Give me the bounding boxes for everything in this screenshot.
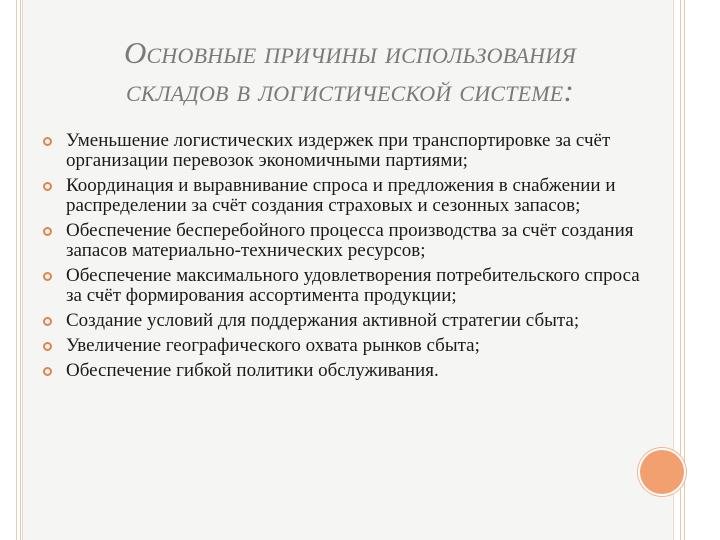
frame-line-left-inner: [20, 0, 21, 540]
circle-bullet-icon: [43, 342, 52, 351]
bullet-list: [40, 131, 645, 386]
bullet-text: Создание условий для поддержания активной стратегии сбыта;: [66, 310, 580, 331]
frame-line-left-outer: [16, 0, 17, 540]
circle-bullet-icon: [43, 272, 52, 281]
bullet-item: [40, 176, 645, 216]
bullet-text: Обеспечение максимального удовлетворения потребительского спроса за счёт формирования ассортимента продукции;: [66, 265, 640, 306]
bullet-item: [40, 311, 645, 331]
bullet-item: [40, 336, 645, 356]
bullet-text: Увеличение географического охвата рынков сбыта;: [66, 335, 480, 356]
frame-line-right-outer: [684, 0, 685, 540]
slide-title: [40, 34, 660, 110]
bullet-item: [40, 221, 645, 261]
circle-bullet-icon: [43, 367, 52, 376]
bullet-text: Обеспечение бесперебойного процесса производства за счёт создания запасов материально-технических ресурсов;: [66, 220, 634, 261]
decorative-circle: [640, 450, 684, 494]
bullet-text: Уменьшение логистических издержек при транспортировке за счёт организации перевозок экономичными партиями;: [66, 130, 611, 171]
slide-title-line-1: Основные причины использования: [123, 35, 577, 70]
bullet-item: [40, 131, 645, 171]
bullet-item: [40, 361, 645, 381]
bullet-text: Обеспечение гибкой политики обслуживания.: [66, 360, 439, 381]
bullet-text: Координация и выравнивание спроса и предложения в снабжении и распределении за счёт создания страховых и сезонных запасов;: [66, 175, 616, 216]
circle-bullet-icon: [43, 182, 52, 191]
circle-bullet-icon: [43, 137, 52, 146]
slide-title-line-2: складов в логистической системе:: [126, 73, 574, 108]
circle-bullet-icon: [43, 317, 52, 326]
bullet-item: [40, 266, 645, 306]
circle-bullet-icon: [43, 227, 52, 236]
